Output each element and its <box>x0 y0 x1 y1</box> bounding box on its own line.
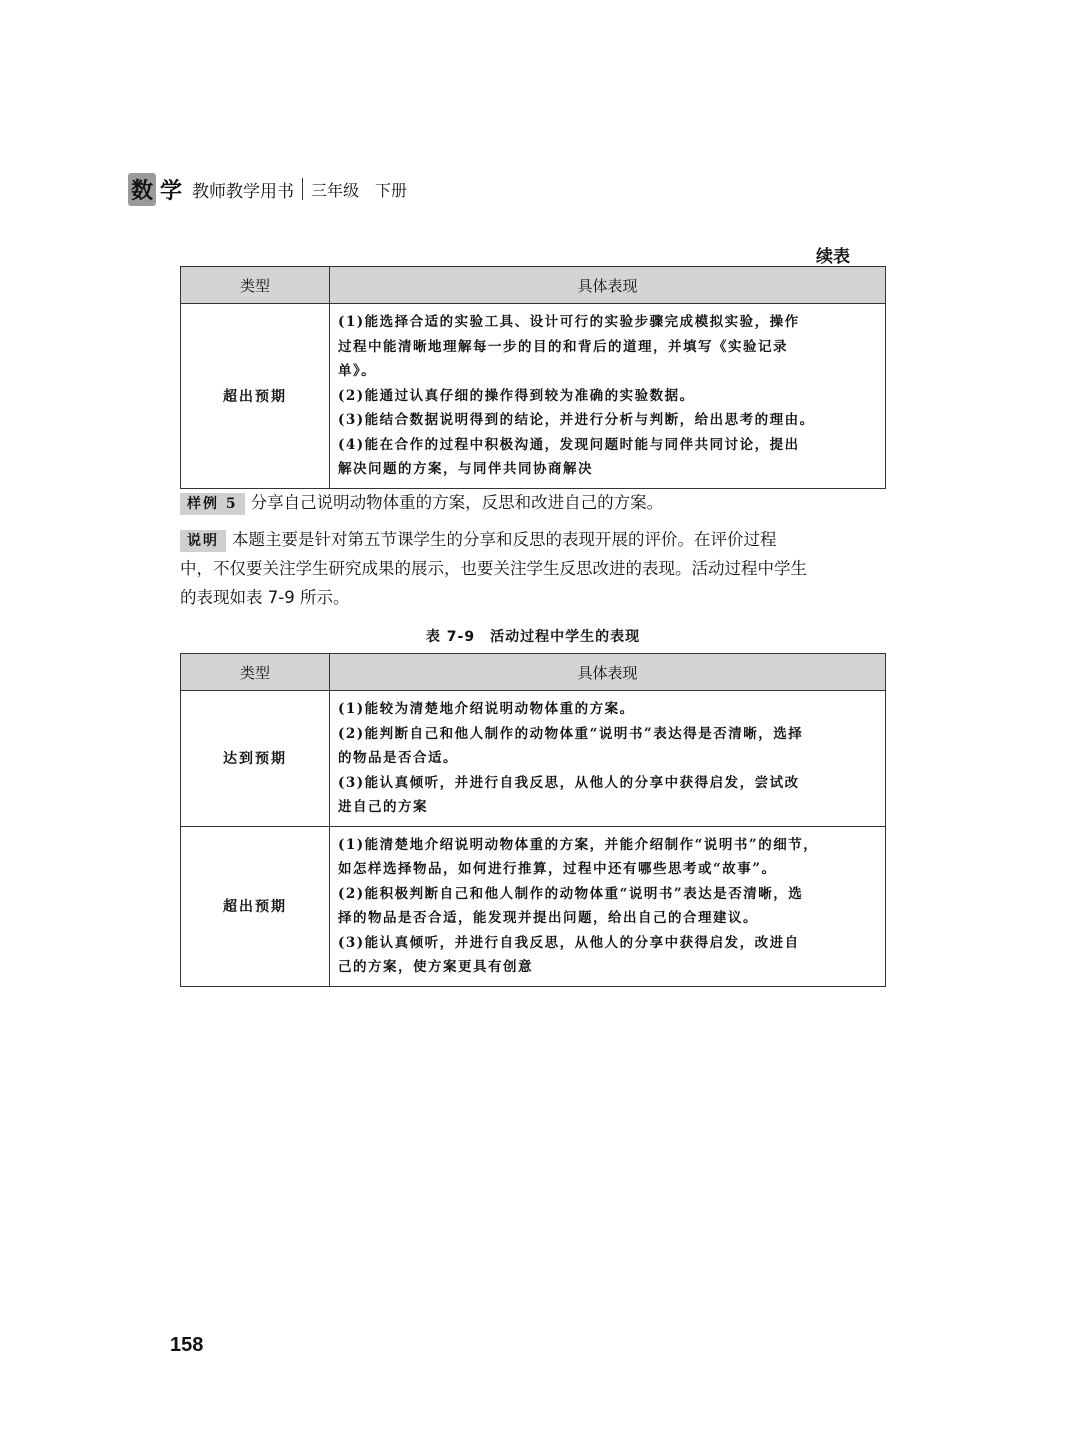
column-header-type: 类型 <box>181 267 330 304</box>
detail-line: (3)能认真倾听，并进行自我反思，从他人的分享中获得启发，改进自 <box>338 934 800 951</box>
running-header <box>128 172 407 206</box>
logo-char-2: 学 <box>160 177 183 204</box>
detail-line: 择的物品是否合适，能发现并提出问题，给出自己的合理建议。 <box>338 910 758 926</box>
example-text: 分享自己说明动物体重的方案，反思和改进自己的方案。 <box>250 493 664 512</box>
detail-line: 如怎样选择物品，如何进行推算，过程中还有哪些思考或“故事”。 <box>338 861 777 877</box>
row-type-cell: 达到预期 <box>181 691 330 827</box>
volume-label: 下册 <box>375 180 408 200</box>
detail-line: (1)能较为清楚地介绍说明动物体重的方案。 <box>338 701 635 717</box>
row-detail-cell <box>330 826 886 986</box>
activity-performance-table <box>180 653 886 987</box>
grade-label: 三年级 <box>311 180 360 200</box>
detail-line: 进自己的方案 <box>338 799 428 815</box>
table-row <box>181 826 886 986</box>
column-header-type: 类型 <box>181 654 330 691</box>
detail-line: 己的方案，使方案更具有创意 <box>338 959 533 975</box>
detail-line: (1)能清楚地介绍说明动物体重的方案，并能介绍制作“说明书”的细节， <box>338 836 819 853</box>
logo-char-1: 数 <box>128 173 156 206</box>
detail-line: (3)能认真倾听，并进行自我反思，从他人的分享中获得启发，尝试改 <box>338 774 800 791</box>
table-row <box>181 691 886 827</box>
detail-line: (2)能判断自己和他人制作的动物体重“说明书”表达得是否清晰，选择 <box>338 725 804 742</box>
table-caption: 表 7-9 活动过程中学生的表现 <box>425 629 641 645</box>
example-paragraph <box>180 488 886 517</box>
detail-line: 的物品是否合适。 <box>338 750 458 766</box>
row-detail-cell <box>330 691 886 827</box>
detail-line: (2)能积极判断自己和他人制作的动物体重“说明书”表达是否清晰，选 <box>338 885 804 902</box>
detail-line: (2)能通过认真仔细的操作得到较为准确的实验数据。 <box>338 387 695 404</box>
header-divider <box>302 178 303 200</box>
table-header-row <box>181 654 886 691</box>
table-header-row <box>181 267 886 304</box>
continued-table-label: 续表 <box>816 247 850 267</box>
row-detail-cell <box>330 304 886 489</box>
detail-line: (1)能选择合适的实验工具、设计可行的实验步骤完成模拟实验，操作 <box>338 314 800 330</box>
continued-evaluation-table <box>180 266 886 489</box>
book-title: 教师教学用书 <box>192 181 295 202</box>
detail-line: (3)能结合数据说明得到的结论，并进行分析与判断，给出思考的理由。 <box>338 412 815 428</box>
explanation-line-1: 本题主要是针对第五节课学生的分享和反思的表现开展的评价。在评价过程 <box>232 530 777 549</box>
column-header-detail: 具体表现 <box>330 654 886 691</box>
explanation-paragraph <box>180 525 886 612</box>
table-row <box>181 304 886 489</box>
explanation-line <box>180 525 886 554</box>
page-number: 158 <box>170 1334 204 1356</box>
explanation-line-2: 中，不仅要关注学生研究成果的展示，也要关注学生反思改进的表现。活动过程中学生 <box>180 559 807 578</box>
row-type-cell: 超出预期 <box>181 826 330 986</box>
subject-logo <box>128 173 184 206</box>
column-header-detail: 具体表现 <box>330 267 886 304</box>
detail-line: (4)能在合作的过程中积极沟通，发现问题时能与同伴共同讨论，提出 <box>338 436 800 453</box>
detail-line: 解决问题的方案，与同伴共同协商解决 <box>338 461 593 477</box>
explanation-tag: 说明 <box>180 530 226 552</box>
example-tag: 样例 5 <box>180 493 245 515</box>
detail-line: 过程中能清晰地理解每一步的目的和背后的道理，并填写《实验记录 <box>338 338 788 355</box>
detail-line: 单》。 <box>338 363 377 379</box>
explanation-line-3: 的表现如表 7-9 所示。 <box>180 588 350 607</box>
row-type-cell: 超出预期 <box>181 304 330 489</box>
